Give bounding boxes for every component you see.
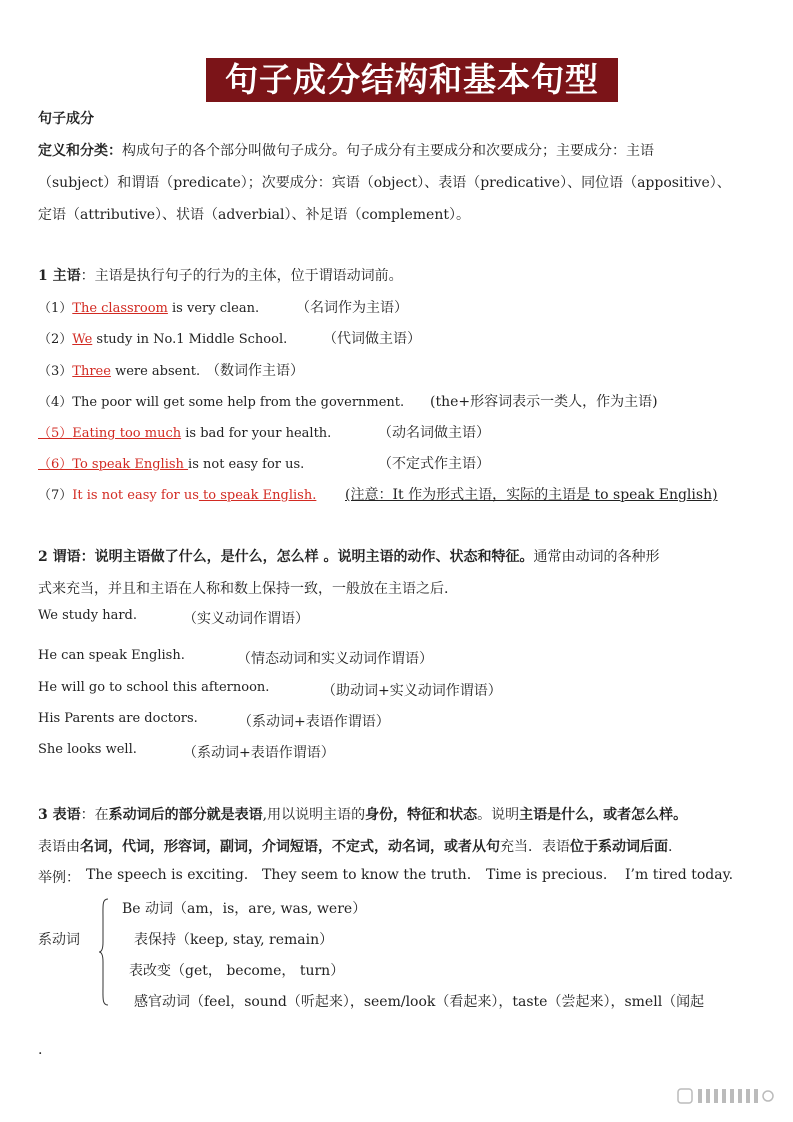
predicate-heading-bold: ：说明主语做了什么，是什么，怎么样 。说明主语的动作、状态和特征。	[80, 549, 534, 565]
linking-verb-change: 表改变（get， become， turn）	[129, 963, 345, 979]
subject-note-6: （不定式作主语）	[378, 456, 490, 472]
example-highlight: To speak English	[72, 457, 189, 472]
predicate-note-1: （实义动词作谓语）	[183, 611, 309, 627]
predicate-example-5: She looks well.	[38, 742, 137, 757]
predicate-heading-text: 通常由动词的各种形	[533, 549, 660, 565]
subject-note-4: (the+形容词表示一类人，作为主语)	[430, 394, 658, 410]
subject-note-1: （名词作为主语）	[296, 300, 408, 316]
predicative-bold: 位于系动词后面	[570, 839, 668, 855]
subject-note-5: （动名词做主语）	[378, 425, 490, 441]
predicative-example-3: Time is precious.	[486, 867, 608, 883]
linking-verbs-label: 系动词	[38, 932, 80, 948]
subject-example-3	[38, 360, 200, 379]
predicative-example-1: The speech is exciting.	[86, 867, 249, 883]
example-number: （1）	[38, 301, 73, 316]
predicative-text: .	[668, 839, 673, 855]
subject-example-5	[38, 422, 331, 441]
predicative-example-4: I’m tired today.	[625, 867, 734, 883]
subject-example-1	[38, 297, 259, 316]
example-number: （2）	[38, 332, 73, 347]
curly-brace-icon	[99, 898, 109, 1006]
example-highlight: to speak English.	[198, 488, 317, 503]
section-heading: 句子成分	[38, 111, 94, 127]
predicate-example-3: He will go to school this afternoon.	[38, 680, 270, 695]
subject-note-2: （代词做主语）	[323, 331, 421, 347]
predicate-line-2: 式来充当，并且和主语在人称和数上保持一致，一般放在主语之后.	[38, 581, 449, 597]
subject-example-4	[38, 391, 404, 410]
definition-line-1	[38, 140, 654, 160]
predicate-example-1: We study hard.	[38, 608, 137, 623]
example-text: The poor will get some help from the government.	[72, 395, 405, 410]
example-number: （3）	[38, 364, 73, 379]
predicate-heading	[38, 546, 660, 566]
page-title: 句子成分结构和基本句型	[206, 58, 618, 102]
example-text: were absent.	[110, 364, 201, 379]
predicative-heading-num: 3 表语	[38, 807, 81, 823]
predicate-note-5: （系动词+表语作谓语）	[183, 745, 335, 761]
example-highlight: Three	[72, 364, 111, 379]
predicative-examples-label: 举例：	[38, 870, 80, 886]
predicate-example-2: He can speak English.	[38, 648, 185, 663]
footer-dot: .	[38, 1042, 43, 1058]
example-highlight: The classroom	[72, 301, 168, 316]
definition-line-2: （subject）和谓语（predicate）；次要成分：宾语（object）、表语（predicative）、同位语（appositive）、	[38, 175, 731, 191]
subject-example-6	[38, 453, 304, 472]
watermark-icon	[676, 1085, 776, 1107]
predicate-example-4: His Parents are doctors.	[38, 711, 198, 726]
example-number: （5）	[38, 426, 73, 441]
linking-verb-sense: 感官动词（feel，sound（听起来），seem/look（看起来），taste（尝起来），smell（闻起	[134, 994, 705, 1010]
definition-label: 定义和分类：	[38, 143, 122, 159]
example-text: It is not easy for us	[72, 488, 199, 503]
predicative-text: ,用以说明主语的	[262, 807, 366, 823]
predicate-heading-num: 2 谓语	[38, 549, 81, 565]
example-text: is very clean.	[167, 301, 260, 316]
definition-line-3: 定语（attributive）、状语（adverbial）、补足语（complement）。	[38, 207, 470, 223]
predicative-text: 表语由	[38, 839, 80, 855]
subject-example-7	[38, 484, 316, 503]
predicate-note-3: （助动词+实义动词作谓语）	[322, 683, 502, 699]
example-number: （4）	[38, 395, 73, 410]
subject-note-3: （数词作主语）	[206, 363, 304, 379]
predicative-bold: 系动词后的部分就是表语	[108, 807, 263, 823]
predicative-heading	[38, 804, 687, 824]
predicative-line-2	[38, 836, 672, 856]
definition-text-1: 构成句子的各个部分叫做句子成分。句子成分有主要成分和次要成分；主要成分：主语	[122, 143, 654, 159]
subject-heading	[38, 265, 403, 285]
predicate-note-2: （情态动词和实义动词作谓语）	[237, 651, 433, 667]
predicative-text: 充当．表语	[500, 839, 570, 855]
example-text: is bad for your health.	[181, 426, 332, 441]
example-number: （7）	[38, 488, 73, 503]
predicative-text: 。说明	[477, 807, 520, 823]
example-text: study in No.1 Middle School.	[92, 332, 288, 347]
linking-verb-keep: 表保持（keep, stay, remain）	[134, 932, 334, 948]
subject-note-7: (注意：It 作为形式主语，实际的主语是 to speak English)	[345, 487, 718, 503]
predicate-note-4: （系动词+表语作谓语）	[238, 714, 390, 730]
subject-heading-text: ：主语是执行句子的行为的主体，位于谓语动词前。	[80, 268, 403, 284]
example-text: is not easy for us.	[188, 457, 305, 472]
example-highlight: We	[72, 332, 93, 347]
predicative-example-2: They seem to know the truth.	[262, 867, 472, 883]
predicative-bold: 名词，代词，形容词，副词，介词短语，不定式，动名词，或者从句	[80, 839, 500, 855]
linking-verb-be: Be 动词（am，is，are, was, were）	[122, 901, 367, 917]
example-number: （6）	[38, 457, 73, 472]
subject-example-2	[38, 328, 287, 347]
predicative-bold: 主语是什么，或者怎么样。	[519, 807, 688, 823]
subject-heading-num: 1 主语	[38, 268, 81, 284]
predicative-bold: 身份，特征和状态	[365, 807, 478, 823]
example-highlight: Eating too much	[72, 426, 182, 441]
predicative-text: ：在	[80, 807, 109, 823]
